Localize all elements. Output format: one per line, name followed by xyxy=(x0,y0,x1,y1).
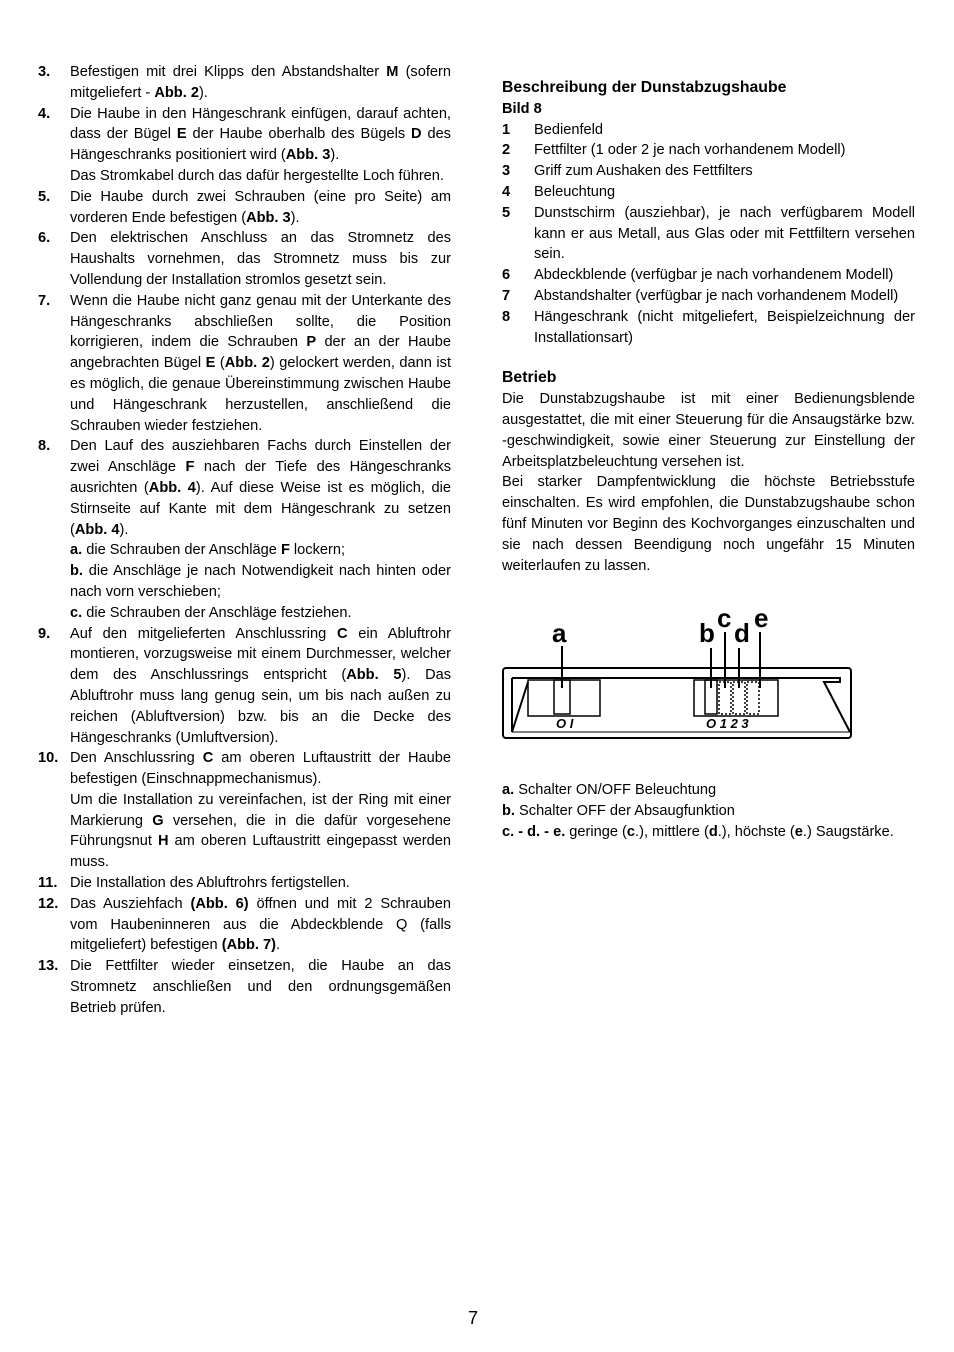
operation-paragraph-1: Die Dunstabzugshaube ist mit einer Bedienungsblende ausgestattet, die mit einer Steuerung für die Ansaugstärke bzw. -geschwindigkeit, sowie einer Steuerung zur Einstellung der Arbeitsplatzbeleuchtung versehen ist. xyxy=(502,391,915,470)
legend-text: Abdeckblende (verfügbar je nach vorhandenem Modell) xyxy=(534,267,894,284)
step-text: Befestigen mit drei Klipps den Abstandshalter M (sofern mitgeliefert - Abb. 2). xyxy=(70,64,451,101)
switch-note xyxy=(502,801,915,822)
switch-note-text: geringe (c.), mittlere (d.), höchste (e.) Saugstärke. xyxy=(565,823,894,840)
switch-note xyxy=(502,780,915,801)
step-item xyxy=(38,228,451,290)
operation-heading: Betrieb xyxy=(502,369,557,387)
step-item xyxy=(38,187,451,229)
step-number: 12. xyxy=(38,895,59,912)
legend-text: Abstandshalter (verfügbar je nach vorhandenem Modell) xyxy=(534,287,899,304)
step-item xyxy=(38,104,451,187)
legend-text: Beleuchtung xyxy=(534,183,616,200)
step-number: 11. xyxy=(38,875,58,892)
step-number: 5. xyxy=(38,188,51,205)
step-item xyxy=(38,436,451,623)
legend-item xyxy=(502,182,915,203)
step-text: Die Haube durch zwei Schrauben (eine pro Seite) am vorderen Ende befestigen (Abb. 3). xyxy=(70,188,451,226)
panel-label-d: d xyxy=(734,618,750,648)
step-number: 7. xyxy=(38,292,51,309)
legend-number: 5 xyxy=(502,204,511,221)
step-text: Auf den mitgelieferten Anschlussring C ein Abluftrohr montieren, vorzugsweise mit einem Durchmesser, welcher dem des Anschlussrings entspricht (Abb. 5). Das Abluftrohr muss lang genug sein, um bis nach außen zu reichen (Abluftversion) bzw. bis an die Decke des Hängeschranks (Umluftversion). xyxy=(70,625,452,746)
legend-text: Hängeschrank (nicht mitgeliefert, Beispielzeichnung der Installationsart) xyxy=(534,308,915,346)
step-number: 13. xyxy=(38,958,59,975)
legend-number: 7 xyxy=(502,287,511,304)
light-switch xyxy=(528,646,600,716)
switch-note-text: Schalter OFF der Absaugfunktion xyxy=(514,802,735,819)
legend-number: 1 xyxy=(502,121,511,138)
step-text: Den Anschlussring C am oberen Luftaustritt der Haube befestigen (Einschnappmechanismus). Um die Installation zu vereinfachen, ist der Ring mit einer Markierung G versehen, die in die dafür vorgesehene Führungsnut H am oberen Luftaustritt eingepasst werden muss. xyxy=(70,750,451,871)
control-panel-illustration xyxy=(498,600,858,745)
switch-note xyxy=(502,822,915,843)
panel-label-a: a xyxy=(552,618,567,648)
switch-note-key: c. - d. - e. xyxy=(502,823,566,840)
legend-number: 2 xyxy=(502,142,511,159)
switch-note-text: Schalter ON/OFF Beleuchtung xyxy=(514,782,717,798)
switch-note-key: a. xyxy=(502,782,515,798)
legend-item xyxy=(502,161,915,182)
panel-label-c: c xyxy=(717,603,732,633)
legend-text: Bedienfeld xyxy=(534,121,603,138)
step-text: Das Ausziehfach (Abb. 6) öffnen und mit 2 Schrauben vom Haubeninneren aus die Abdeckblende Q (falls mitgeliefert) befestigen (Abb. 7). xyxy=(70,895,451,954)
step-number: 3. xyxy=(38,64,51,80)
legend-number: 4 xyxy=(502,183,511,200)
switch-notes xyxy=(502,780,915,842)
figure-reference: Bild 8 xyxy=(502,100,542,117)
legend-number: 8 xyxy=(502,308,511,325)
step-text: Die Fettfilter wieder einsetzen, die Haube an das Stromnetz anschließen und den ordnungsgemäßen Betrieb prüfen. xyxy=(70,958,451,1016)
operation-paragraph-2: Bei starker Dampfentwicklung die höchste Betriebsstufe einschalten. Es wird empfohlen, die Dunstabzugshaube schon fünf Minuten vor Beginn des Kochvorganges einzuschalten und sie nach dessen Beendigung noch ungefähr 15 Minuten weiterlaufen zu lassen. xyxy=(502,474,915,574)
parts-legend xyxy=(502,120,915,349)
legend-text: Dunstschirm (ausziehbar), je nach verfügbarem Modell kann er aus Metall, aus Glas oder mit Fettfiltern versehen sein. xyxy=(534,204,915,263)
legend-item xyxy=(502,140,915,161)
step-item xyxy=(38,956,451,1018)
step-item xyxy=(38,748,451,873)
step-number: 10. xyxy=(38,750,59,767)
legend-item xyxy=(502,307,915,349)
legend-text: Griff zum Aushaken des Fettfilters xyxy=(534,163,753,180)
step-text: Die Installation des Abluftrohrs fertigstellen. xyxy=(70,875,350,892)
installation-steps xyxy=(38,62,451,1019)
step-item xyxy=(38,291,451,437)
legend-number: 6 xyxy=(502,267,511,284)
legend-item xyxy=(502,120,915,141)
right-column xyxy=(502,78,915,576)
light-switch-scale: O I xyxy=(556,716,574,731)
step-text: Den elektrischen Anschluss an das Stromnetz des Haushalts vornehmen, das Stromnetz muss bis zur Vollendung der Installation stromlos gesetzt sein. xyxy=(70,230,451,288)
step-text: Die Haube in den Hängeschrank einfügen, darauf achten, dass der Bügel E der Haube oberhalb des Bügels D des Hängeschranks positioniert wird (Abb. 3). Das Stromkabel durch das dafür hergestellte Loch führen. xyxy=(70,105,451,184)
switch-note-key: b. xyxy=(502,802,515,819)
step-text: Wenn die Haube nicht ganz genau mit der Unterkante des Hängeschranks abschließen sollte, die Position korrigieren, indem die Schrauben P der an der Haube angebrachten Bügel E (Abb. 2) gelockert werden, dann ist es möglich, die genaue Übereinstimmung zwischen Haube und Hängeschrank herzustellen, anschließend die Schrauben wieder festziehen. xyxy=(70,292,451,434)
legend-item xyxy=(502,203,915,265)
step-item xyxy=(38,624,451,749)
step-number: 9. xyxy=(38,625,51,642)
step-number: 4. xyxy=(38,105,51,122)
step-text: Den Lauf des ausziehbaren Fachs durch Einstellen der zwei Anschläge F nach der Tiefe des Hängeschranks ausrichten (Abb. 4). Auf diese Weise ist es möglich, die Stirnseite auf Kante mit dem Hängeschrank zu setzen (Abb. 4). a. die Schrauben der Anschläge F lockern; b. die Anschläge je nach Notwendigkeit nach hinten oder nach vorn verschieben; c. die Schrauben der Anschläge festziehen. xyxy=(70,438,452,621)
step-item xyxy=(38,873,451,894)
step-number: 8. xyxy=(38,438,51,455)
legend-item xyxy=(502,265,915,286)
panel-label-e: e xyxy=(754,603,769,633)
legend-text: Fettfilter (1 oder 2 je nach vorhandenem Modell) xyxy=(534,142,846,159)
legend-item xyxy=(502,286,915,307)
panel-label-b: b xyxy=(699,618,715,648)
fan-switch-scale: O 1 2 3 xyxy=(706,716,749,731)
step-item xyxy=(38,62,451,104)
legend-number: 3 xyxy=(502,163,511,180)
page-number: 7 xyxy=(468,1308,479,1328)
step-number: 6. xyxy=(38,230,51,247)
step-item xyxy=(38,894,451,956)
description-heading: Beschreibung der Dunstabzugshaube xyxy=(502,79,787,96)
